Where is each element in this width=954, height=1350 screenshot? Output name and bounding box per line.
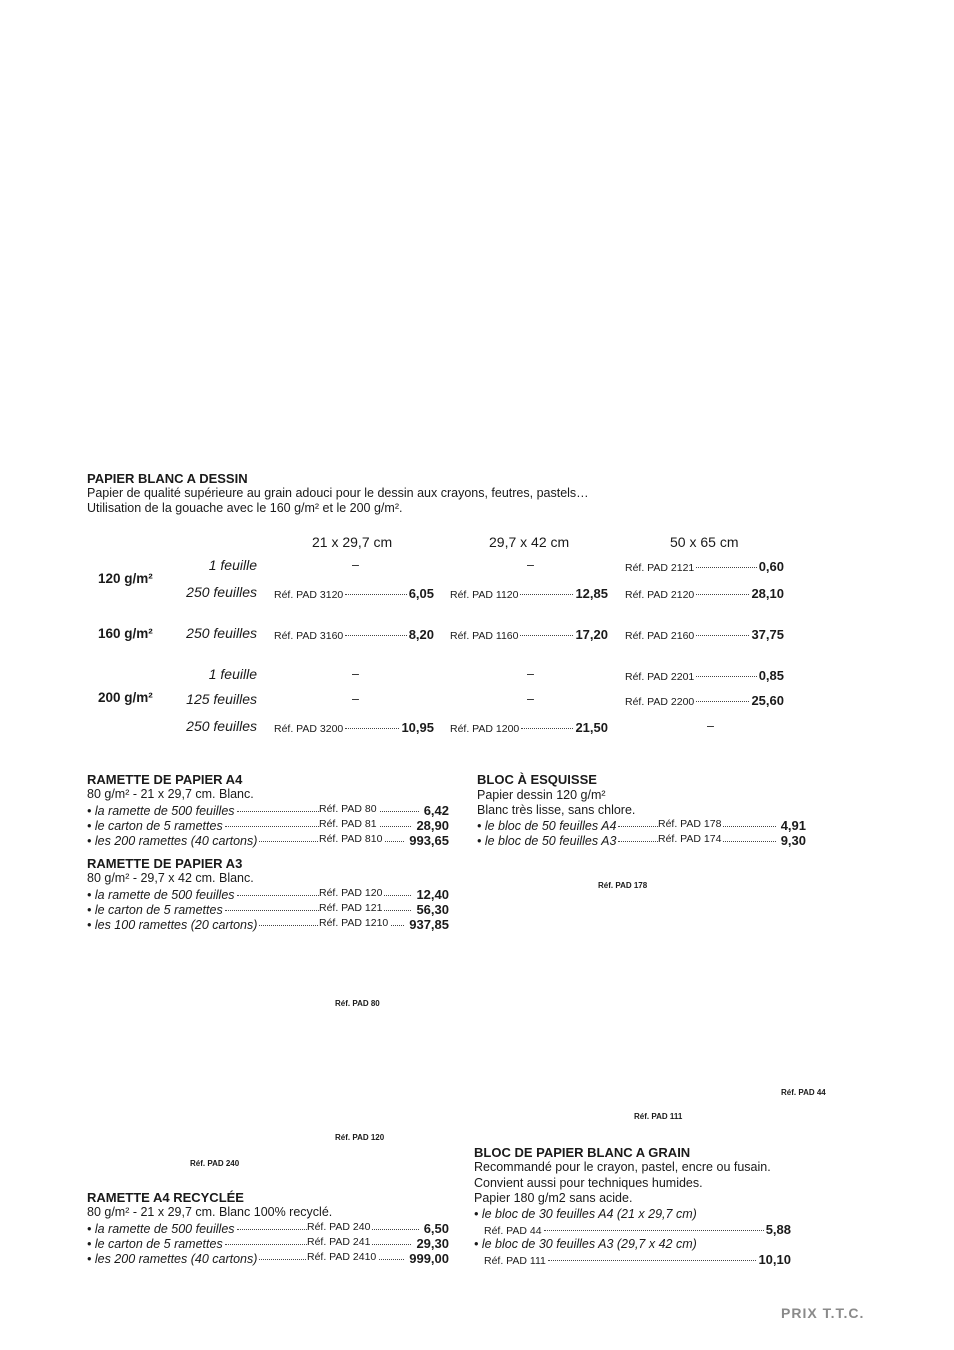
price-cell xyxy=(450,586,608,601)
product-ref: Réf. PAD 2200 xyxy=(625,696,695,708)
product-item-label: • les 200 ramettes (40 cartons) xyxy=(87,1252,258,1266)
product-ref: Réf. PAD 1210 xyxy=(319,917,389,929)
product-price: 25,60 xyxy=(751,693,784,708)
product-price: 10,10 xyxy=(758,1252,791,1267)
image-caption: Réf. PAD 44 xyxy=(781,1088,826,1097)
product-item xyxy=(87,1251,449,1266)
product-price: 0,60 xyxy=(758,559,784,574)
product-item-label: • le carton de 5 ramettes xyxy=(87,819,223,833)
quantity-label: 125 feuilles xyxy=(186,691,257,707)
product-ref: Réf. PAD 174 xyxy=(658,833,722,845)
product-item xyxy=(87,1221,449,1236)
product-item-label: • le bloc de 30 feuilles A3 (29,7 x 42 cm) xyxy=(474,1237,697,1251)
product-ref: Réf. PAD 2410 xyxy=(307,1251,377,1263)
product-description: 80 g/m² - 21 x 29,7 cm. Blanc 100% recyclé. xyxy=(87,1205,333,1219)
product-price: 5,88 xyxy=(765,1222,791,1237)
product-price: 28,90 xyxy=(413,818,449,833)
product-description: Blanc très lisse, sans chlore. xyxy=(477,803,636,817)
empty-cell: – xyxy=(527,692,534,706)
product-ref: Réf. PAD 121 xyxy=(319,902,383,914)
product-item xyxy=(87,917,449,932)
product-item xyxy=(87,887,449,902)
product-ref: Réf. PAD 80 xyxy=(319,803,377,815)
price-cell xyxy=(274,720,434,735)
grammage-label: 160 g/m² xyxy=(98,626,153,641)
empty-cell: – xyxy=(352,558,359,572)
product-description: Papier dessin 120 g/m² xyxy=(477,788,606,802)
product-item xyxy=(87,833,449,848)
product-description: 80 g/m² - 29,7 x 42 cm. Blanc. xyxy=(87,871,254,885)
grammage-label: 120 g/m² xyxy=(98,571,153,586)
image-caption: Réf. PAD 178 xyxy=(598,881,648,890)
product-price: 6,42 xyxy=(421,803,449,818)
quantity-label: 250 feuilles xyxy=(186,718,257,734)
section-title: RAMETTE DE PAPIER A3 xyxy=(87,856,243,871)
product-ref: Réf. PAD 3160 xyxy=(274,630,344,642)
price-cell xyxy=(450,627,608,642)
product-item-label: • la ramette de 500 feuilles xyxy=(87,1222,235,1236)
product-ref: Réf. PAD 2160 xyxy=(625,630,695,642)
product-item-label: • le carton de 5 ramettes xyxy=(87,1237,223,1251)
product-price: 21,50 xyxy=(575,720,608,735)
product-price: 12,85 xyxy=(575,586,608,601)
product-description: Convient aussi pour techniques humides. xyxy=(474,1176,703,1190)
product-list xyxy=(87,1221,449,1266)
product-ref: Réf. PAD 3200 xyxy=(274,723,344,735)
product-ref: Réf. PAD 3120 xyxy=(274,589,344,601)
price-cell xyxy=(274,627,434,642)
price-cell xyxy=(625,627,784,642)
price-cell xyxy=(625,693,784,708)
product-ref: Réf. PAD 178 xyxy=(658,818,722,830)
empty-cell: – xyxy=(352,667,359,681)
empty-cell: – xyxy=(527,558,534,572)
product-item-label: • le bloc de 50 feuilles A3 xyxy=(477,834,617,848)
column-header: 29,7 x 42 cm xyxy=(489,534,570,550)
product-ref: Réf. PAD 2121 xyxy=(625,562,695,574)
product-price: 28,10 xyxy=(751,586,784,601)
footer-prix-ttc: PRIX T.T.C. xyxy=(781,1305,865,1321)
product-ref: Réf. PAD 240 xyxy=(307,1221,371,1233)
product-ref: Réf. PAD 2120 xyxy=(625,589,695,601)
product-list xyxy=(87,803,449,848)
quantity-label: 250 feuilles xyxy=(186,625,257,641)
product-price: 12,40 xyxy=(413,887,449,902)
product-price: 937,85 xyxy=(406,917,449,932)
product-price: 4,91 xyxy=(778,818,806,833)
product-item-label: • le bloc de 50 feuilles A4 xyxy=(477,819,617,833)
product-item-label: • les 100 ramettes (20 cartons) xyxy=(87,918,258,932)
image-caption: Réf. PAD 80 xyxy=(335,999,380,1008)
section-title: RAMETTE DE PAPIER A4 xyxy=(87,772,243,787)
product-ref: Réf. PAD 810 xyxy=(319,833,383,845)
product-price: 993,65 xyxy=(406,833,449,848)
product-item-label: • la ramette de 500 feuilles xyxy=(87,888,235,902)
product-ref: Réf. PAD 120 xyxy=(319,887,383,899)
product-price: 6,05 xyxy=(408,586,434,601)
product-ref: Réf. PAD 1120 xyxy=(450,589,519,601)
quantity-label: 250 feuilles xyxy=(186,584,257,600)
grammage-label: 200 g/m² xyxy=(98,690,153,705)
product-item-label: • les 200 ramettes (40 cartons) xyxy=(87,834,258,848)
column-header: 50 x 65 cm xyxy=(670,534,739,550)
product-list xyxy=(87,887,449,932)
section-description: Papier de qualité supérieure au grain adouci pour le dessin aux crayons, feutres, pastels… xyxy=(87,486,589,500)
product-ref: Réf. PAD 81 xyxy=(319,818,377,830)
section-title: PAPIER BLANC A DESSIN xyxy=(87,471,248,486)
price-cell xyxy=(625,559,784,574)
product-description: Papier 180 g/m2 sans acide. xyxy=(474,1191,633,1205)
product-price: 6,50 xyxy=(421,1221,449,1236)
product-price: 37,75 xyxy=(751,627,784,642)
product-price: 29,30 xyxy=(413,1236,449,1251)
section-description: Utilisation de la gouache avec le 160 g/m² et le 200 g/m². xyxy=(87,501,403,515)
quantity-label: 1 feuille xyxy=(208,557,257,573)
product-description: 80 g/m² - 21 x 29,7 cm. Blanc. xyxy=(87,787,254,801)
quantity-label: 1 feuille xyxy=(208,666,257,682)
product-item-label: • le bloc de 30 feuilles A4 (21 x 29,7 cm) xyxy=(474,1207,697,1221)
product-ref: Réf. PAD 1200 xyxy=(450,723,520,735)
image-caption: Réf. PAD 111 xyxy=(634,1112,683,1121)
product-item xyxy=(87,1236,449,1251)
product-list xyxy=(477,818,806,848)
product-item xyxy=(477,818,806,833)
product-price: 10,95 xyxy=(401,720,434,735)
product-price: 0,85 xyxy=(758,668,784,683)
section-title: BLOC À ESQUISSE xyxy=(477,772,597,787)
product-ref: Réf. PAD 111 xyxy=(484,1255,546,1267)
product-item xyxy=(484,1252,791,1267)
product-item xyxy=(87,818,449,833)
product-item xyxy=(87,803,449,818)
product-ref: Réf. PAD 1160 xyxy=(450,630,519,642)
section-title: BLOC DE PAPIER BLANC A GRAIN xyxy=(474,1145,691,1160)
price-cell xyxy=(625,586,784,601)
empty-cell: – xyxy=(352,692,359,706)
empty-cell: – xyxy=(527,667,534,681)
price-cell xyxy=(625,668,784,683)
product-price: 56,30 xyxy=(413,902,449,917)
column-header: 21 x 29,7 cm xyxy=(312,534,393,550)
product-ref: Réf. PAD 2201 xyxy=(625,671,695,683)
product-description: Recommandé pour le crayon, pastel, encre ou fusain. xyxy=(474,1160,771,1174)
product-ref: Réf. PAD 44 xyxy=(484,1225,542,1237)
image-caption: Réf. PAD 120 xyxy=(335,1133,385,1142)
section-title: RAMETTE A4 RECYCLÉE xyxy=(87,1190,244,1205)
product-item-label: • le carton de 5 ramettes xyxy=(87,903,223,917)
product-price: 9,30 xyxy=(778,833,806,848)
price-cell xyxy=(450,720,608,735)
price-cell xyxy=(274,586,434,601)
image-caption: Réf. PAD 240 xyxy=(190,1159,240,1168)
empty-cell: – xyxy=(707,719,714,733)
product-item xyxy=(484,1222,791,1237)
product-ref: Réf. PAD 241 xyxy=(307,1236,371,1248)
product-price: 17,20 xyxy=(575,627,608,642)
product-price: 999,00 xyxy=(406,1251,449,1266)
product-item-label: • la ramette de 500 feuilles xyxy=(87,804,235,818)
product-price: 8,20 xyxy=(408,627,434,642)
product-item xyxy=(87,902,449,917)
product-item xyxy=(477,833,806,848)
